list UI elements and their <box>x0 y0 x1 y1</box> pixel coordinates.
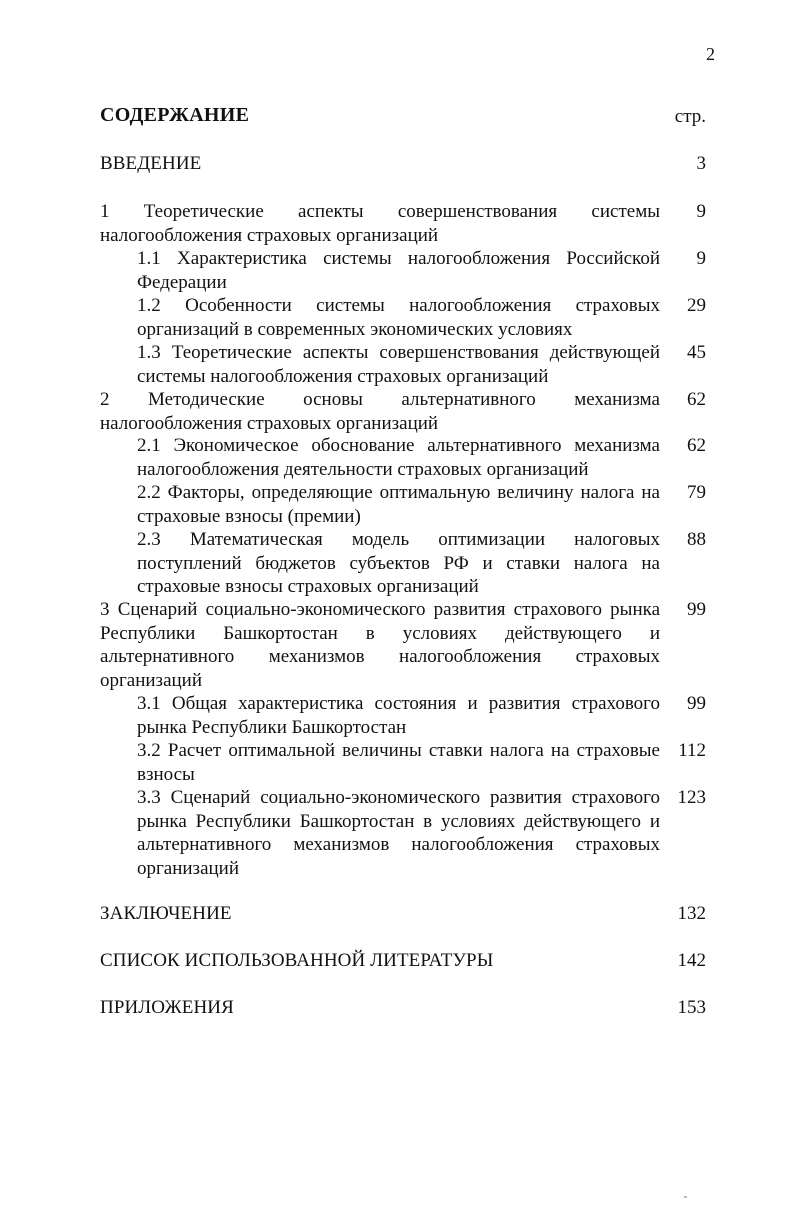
toc-entry-page: 88 <box>687 529 706 550</box>
toc-entry-page: 142 <box>677 950 706 971</box>
toc-entry-page: 62 <box>687 389 706 410</box>
toc-entry-page: 9 <box>696 248 706 269</box>
toc-entry-page: 9 <box>696 201 706 222</box>
toc-entry-title: 3.2 Расчет оптимальной величины ставки налога на страховые взносы <box>137 740 660 785</box>
toc-entry-page: 45 <box>687 342 706 363</box>
toc-entry-title: 2.1 Экономическое обоснование альтернативного механизма налогообложения деятельности страховых организаций <box>137 435 660 480</box>
toc-entry-page: 132 <box>677 903 706 924</box>
toc-entry-title: ЗАКЛЮЧЕНИЕ <box>100 903 232 924</box>
toc-entry-page: 123 <box>677 787 706 808</box>
toc-entry-title: 3.3 Сценарий социально-экономического развития страхового рынка Республики Башкортостан в условиях действующего и альтернативного механизмов налогообложения страховых организаций <box>137 787 660 879</box>
toc-entry-page: 29 <box>687 295 706 316</box>
toc-entry-page: 79 <box>687 482 706 503</box>
toc-entry-page: 99 <box>687 599 706 620</box>
scan-artifact <box>684 1196 687 1198</box>
toc-entry-title: 3 Сценарий социально-экономического развития страхового рынка Республики Башкортостан в условиях действующего и альтернативного механизмов налогообложения страховых организаций <box>100 599 660 691</box>
toc-entry-title: 1.1 Характеристика системы налогообложения Российской Федерации <box>137 248 660 293</box>
toc-heading: СОДЕРЖАНИЕ <box>100 104 250 126</box>
toc-entry-title: СПИСОК ИСПОЛЬЗОВАННОЙ ЛИТЕРАТУРЫ <box>100 950 494 971</box>
toc-entry-title: 2 Методические основы альтернативного механизма налогообложения страховых организаций <box>100 389 660 434</box>
toc-entry-page: 99 <box>687 693 706 714</box>
toc-entry-page: 62 <box>687 435 706 456</box>
toc-entry-title: ПРИЛОЖЕНИЯ <box>100 997 234 1018</box>
page-column-label: стр. <box>674 106 706 127</box>
toc-entry-title: 1.3 Теоретические аспекты совершенствования действующей системы налогообложения страховых организаций <box>137 342 660 387</box>
toc-entry-title: 1.2 Особенности системы налогообложения страховых организаций в современных экономических условиях <box>137 295 660 340</box>
toc-entry-page: 112 <box>678 740 706 761</box>
toc-entry-title: 2.2 Факторы, определяющие оптимальную величину налога на страховые взносы (премии) <box>137 482 660 527</box>
toc-entry-page: 3 <box>696 153 706 174</box>
toc-entry-title: 3.1 Общая характеристика состояния и развития страхового рынка Республики Башкортостан <box>137 693 660 738</box>
toc-entry-title: 1 Теоретические аспекты совершенствования системы налогообложения страховых организаций <box>100 201 660 246</box>
toc-entry-title: ВВЕДЕНИЕ <box>100 153 202 174</box>
page-number: 2 <box>706 44 715 64</box>
toc-entry-page: 153 <box>677 997 706 1018</box>
toc-entry-title: 2.3 Математическая модель оптимизации налоговых поступлений бюджетов субъектов РФ и ставки налога на страховые взносы страховых организаций <box>137 529 660 598</box>
